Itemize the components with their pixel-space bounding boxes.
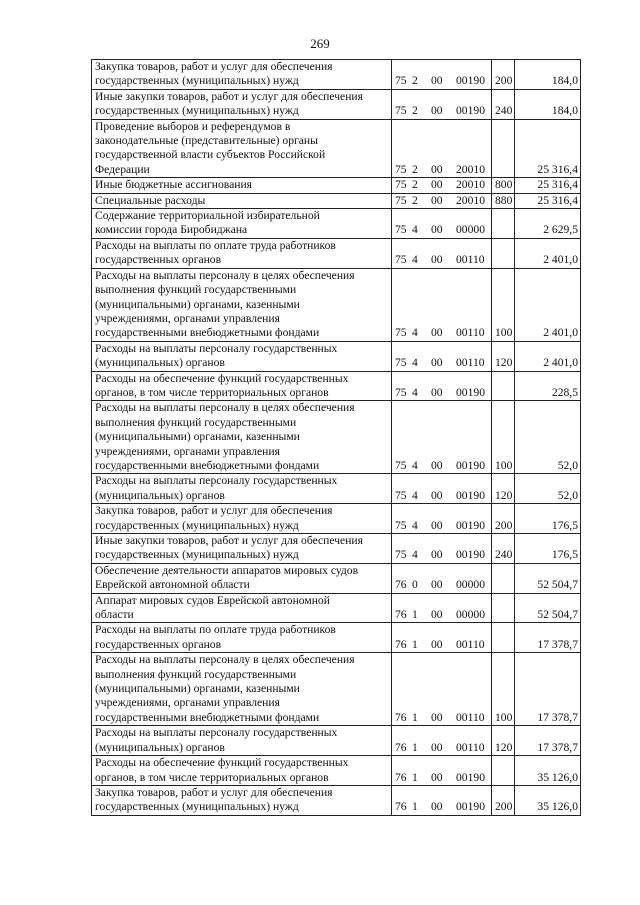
target-article-code-cell (392, 534, 492, 564)
expense-name-cell: Проведение выборов и референдумов в законодательные (представительные) органы государственной власти субъектов Российской Федерации (92, 119, 392, 178)
amount-cell: 2 629,5 (515, 209, 581, 239)
expense-type-cell (492, 593, 515, 623)
expense-name-cell: Иные бюджетные ассигнования (92, 178, 392, 193)
expense-name-cell: Расходы на выплаты персоналу в целях обеспечения выполнения функций государственными (муниципальными) органами, казенными учреждениями, органами управления государственными внебюджетными фондами (92, 653, 392, 726)
direction-code: 00110 (456, 710, 485, 724)
target-article-code-cell (392, 60, 492, 90)
target-article-code-cell (392, 474, 492, 504)
direction-code: 00190 (456, 385, 485, 399)
main-measure-code: 00 (431, 326, 443, 340)
subprogram-code: 4 (412, 458, 418, 472)
expense-name-cell: Расходы на выплаты персоналу в целях обеспечения выполнения функций государственными (муниципальными) органами, казенными учреждениями, органами управления государственными внебюджетными фондами (92, 401, 392, 474)
subprogram-code: 2 (412, 104, 418, 118)
subprogram-code: 1 (412, 637, 418, 651)
table-row (92, 653, 581, 726)
subprogram-code: 2 (412, 193, 418, 207)
target-article-code-cell (392, 119, 492, 178)
main-measure-code: 00 (431, 253, 443, 267)
expense-type-cell: 100 (492, 401, 515, 474)
subprogram-code: 4 (412, 488, 418, 502)
amount-cell: 52,0 (515, 401, 581, 474)
expense-name-cell: Закупка товаров, работ и услуг для обеспечения государственных (муниципальных) нужд (92, 60, 392, 90)
program-code: 75 (395, 385, 407, 399)
expense-type-cell: 100 (492, 268, 515, 341)
expense-name-cell: Расходы на выплаты персоналу государственных (муниципальных) органов (92, 726, 392, 756)
main-measure-code: 00 (431, 162, 443, 176)
expense-type-cell (492, 119, 515, 178)
direction-code: 00000 (456, 608, 485, 622)
direction-code: 00110 (456, 356, 485, 370)
target-article-code-cell (392, 653, 492, 726)
subprogram-code: 1 (412, 710, 418, 724)
expense-name-cell: Иные закупки товаров, работ и услуг для обеспечения государственных (муниципальных) нужд (92, 89, 392, 119)
program-code: 75 (395, 104, 407, 118)
subprogram-code: 1 (412, 740, 418, 754)
direction-code: 20010 (456, 162, 485, 176)
direction-code: 00110 (456, 740, 485, 754)
direction-code: 00110 (456, 637, 485, 651)
subprogram-code: 4 (412, 253, 418, 267)
target-article-code-cell (392, 756, 492, 786)
expense-name-cell: Расходы на выплаты по оплате труда работников государственных органов (92, 623, 392, 653)
program-code: 76 (395, 770, 407, 784)
target-article-code-cell (392, 238, 492, 268)
main-measure-code: 00 (431, 488, 443, 502)
target-article-code-cell (392, 178, 492, 193)
expense-type-cell: 240 (492, 534, 515, 564)
table-row (92, 178, 581, 193)
expense-name-cell: Аппарат мировых судов Еврейской автономной области (92, 593, 392, 623)
subprogram-code: 1 (412, 770, 418, 784)
amount-cell: 2 401,0 (515, 341, 581, 371)
table-row (92, 60, 581, 90)
main-measure-code: 00 (431, 548, 443, 562)
amount-cell: 25 316,4 (515, 119, 581, 178)
target-article-code-cell (392, 563, 492, 593)
target-article-code-cell (392, 401, 492, 474)
table-row (92, 534, 581, 564)
target-article-code-cell (392, 209, 492, 239)
amount-cell: 184,0 (515, 89, 581, 119)
subprogram-code: 4 (412, 518, 418, 532)
target-article-code-cell (392, 623, 492, 653)
program-code: 75 (395, 162, 407, 176)
table-row (92, 623, 581, 653)
direction-code: 20010 (456, 178, 485, 192)
subprogram-code: 4 (412, 385, 418, 399)
table-row (92, 119, 581, 178)
expense-name-cell: Расходы на выплаты по оплате труда работников государственных органов (92, 238, 392, 268)
table-row (92, 341, 581, 371)
expense-type-cell: 800 (492, 178, 515, 193)
amount-cell: 184,0 (515, 60, 581, 90)
main-measure-code: 00 (431, 518, 443, 532)
direction-code: 00190 (456, 800, 485, 814)
program-code: 75 (395, 488, 407, 502)
program-code: 75 (395, 458, 407, 472)
amount-cell: 25 316,4 (515, 178, 581, 193)
program-code: 75 (395, 548, 407, 562)
subprogram-code: 4 (412, 326, 418, 340)
expense-name-cell: Расходы на выплаты персоналу государственных (муниципальных) органов (92, 474, 392, 504)
amount-cell: 35 126,0 (515, 756, 581, 786)
table-row (92, 504, 581, 534)
target-article-code-cell (392, 785, 492, 815)
main-measure-code: 00 (431, 385, 443, 399)
expense-name-cell: Обеспечение деятельности аппаратов мировых судов Еврейской автономной области (92, 563, 392, 593)
main-measure-code: 00 (431, 740, 443, 754)
expense-type-cell: 200 (492, 504, 515, 534)
expense-type-cell: 120 (492, 726, 515, 756)
expense-name-cell: Закупка товаров, работ и услуг для обеспечения государственных (муниципальных) нужд (92, 504, 392, 534)
table-row (92, 209, 581, 239)
table-row (92, 89, 581, 119)
expense-name-cell: Расходы на обеспечение функций государственных органов, в том числе территориальных органов (92, 371, 392, 401)
direction-code: 20010 (456, 193, 485, 207)
direction-code: 00000 (456, 223, 485, 237)
subprogram-code: 2 (412, 162, 418, 176)
direction-code: 00190 (456, 104, 485, 118)
target-article-code-cell (392, 726, 492, 756)
table-row (92, 756, 581, 786)
direction-code: 00190 (456, 488, 485, 502)
direction-code: 00110 (456, 326, 485, 340)
table-row (92, 193, 581, 208)
amount-cell: 17 378,7 (515, 623, 581, 653)
expense-type-cell (492, 563, 515, 593)
direction-code: 00190 (456, 548, 485, 562)
expense-type-cell (492, 209, 515, 239)
main-measure-code: 00 (431, 458, 443, 472)
main-measure-code: 00 (431, 356, 443, 370)
subprogram-code: 4 (412, 356, 418, 370)
amount-cell: 17 378,7 (515, 726, 581, 756)
table-row (92, 238, 581, 268)
expense-name-cell: Расходы на выплаты персоналу в целях обеспечения выполнения функций государственными (муниципальными) органами, казенными учреждениями, органами управления государственными внебюджетными фондами (92, 268, 392, 341)
program-code: 75 (395, 326, 407, 340)
expense-type-cell (492, 238, 515, 268)
main-measure-code: 00 (431, 710, 443, 724)
subprogram-code: 4 (412, 223, 418, 237)
main-measure-code: 00 (431, 770, 443, 784)
program-code: 76 (395, 608, 407, 622)
expense-type-cell (492, 623, 515, 653)
table-row (92, 593, 581, 623)
program-code: 76 (395, 637, 407, 651)
target-article-code-cell (392, 268, 492, 341)
expense-type-cell: 120 (492, 341, 515, 371)
table-row (92, 401, 581, 474)
main-measure-code: 00 (431, 578, 443, 592)
main-measure-code: 00 (431, 178, 443, 192)
direction-code: 00110 (456, 253, 485, 267)
expense-type-cell: 100 (492, 653, 515, 726)
direction-code: 00190 (456, 74, 485, 88)
expense-name-cell: Расходы на выплаты персоналу государственных (муниципальных) органов (92, 341, 392, 371)
amount-cell: 52,0 (515, 474, 581, 504)
target-article-code-cell (392, 193, 492, 208)
main-measure-code: 00 (431, 637, 443, 651)
expense-type-cell (492, 371, 515, 401)
main-measure-code: 00 (431, 223, 443, 237)
table-row (92, 371, 581, 401)
amount-cell: 52 504,7 (515, 563, 581, 593)
table-row (92, 785, 581, 815)
direction-code: 00190 (456, 770, 485, 784)
program-code: 75 (395, 178, 407, 192)
expense-name-cell: Закупка товаров, работ и услуг для обеспечения государственных (муниципальных) нужд (92, 785, 392, 815)
program-code: 75 (395, 193, 407, 207)
subprogram-code: 2 (412, 178, 418, 192)
amount-cell: 176,5 (515, 534, 581, 564)
program-code: 76 (395, 800, 407, 814)
program-code: 76 (395, 710, 407, 724)
main-measure-code: 00 (431, 104, 443, 118)
subprogram-code: 1 (412, 800, 418, 814)
amount-cell: 176,5 (515, 504, 581, 534)
program-code: 75 (395, 253, 407, 267)
expense-type-cell: 240 (492, 89, 515, 119)
main-measure-code: 00 (431, 800, 443, 814)
direction-code: 00190 (456, 518, 485, 532)
target-article-code-cell (392, 504, 492, 534)
direction-code: 00000 (456, 578, 485, 592)
program-code: 76 (395, 578, 407, 592)
expense-type-cell: 120 (492, 474, 515, 504)
target-article-code-cell (392, 593, 492, 623)
table-row (92, 726, 581, 756)
subprogram-code: 1 (412, 608, 418, 622)
expense-name-cell: Иные закупки товаров, работ и услуг для обеспечения государственных (муниципальных) нужд (92, 534, 392, 564)
program-code: 76 (395, 740, 407, 754)
subprogram-code: 4 (412, 548, 418, 562)
main-measure-code: 00 (431, 193, 443, 207)
main-measure-code: 00 (431, 74, 443, 88)
amount-cell: 25 316,4 (515, 193, 581, 208)
program-code: 75 (395, 74, 407, 88)
target-article-code-cell (392, 371, 492, 401)
expense-type-cell: 200 (492, 785, 515, 815)
expense-type-cell: 200 (492, 60, 515, 90)
amount-cell: 52 504,7 (515, 593, 581, 623)
target-article-code-cell (392, 341, 492, 371)
page-number: 269 (310, 36, 330, 51)
expense-name-cell: Специальные расходы (92, 193, 392, 208)
expense-type-cell: 880 (492, 193, 515, 208)
direction-code: 00190 (456, 458, 485, 472)
subprogram-code: 0 (412, 578, 418, 592)
table-row (92, 268, 581, 341)
expense-type-cell (492, 756, 515, 786)
subprogram-code: 2 (412, 74, 418, 88)
amount-cell: 2 401,0 (515, 238, 581, 268)
budget-table-body (92, 60, 581, 816)
amount-cell: 35 126,0 (515, 785, 581, 815)
table-row (92, 563, 581, 593)
main-measure-code: 00 (431, 608, 443, 622)
program-code: 75 (395, 518, 407, 532)
expense-name-cell: Содержание территориальной избирательной комиссии города Биробиджана (92, 209, 392, 239)
table-row (92, 474, 581, 504)
budget-table (91, 59, 581, 816)
program-code: 75 (395, 223, 407, 237)
expense-name-cell: Расходы на обеспечение функций государственных органов, в том числе территориальных органов (92, 756, 392, 786)
amount-cell: 2 401,0 (515, 268, 581, 341)
amount-cell: 228,5 (515, 371, 581, 401)
amount-cell: 17 378,7 (515, 653, 581, 726)
program-code: 75 (395, 356, 407, 370)
target-article-code-cell (392, 89, 492, 119)
